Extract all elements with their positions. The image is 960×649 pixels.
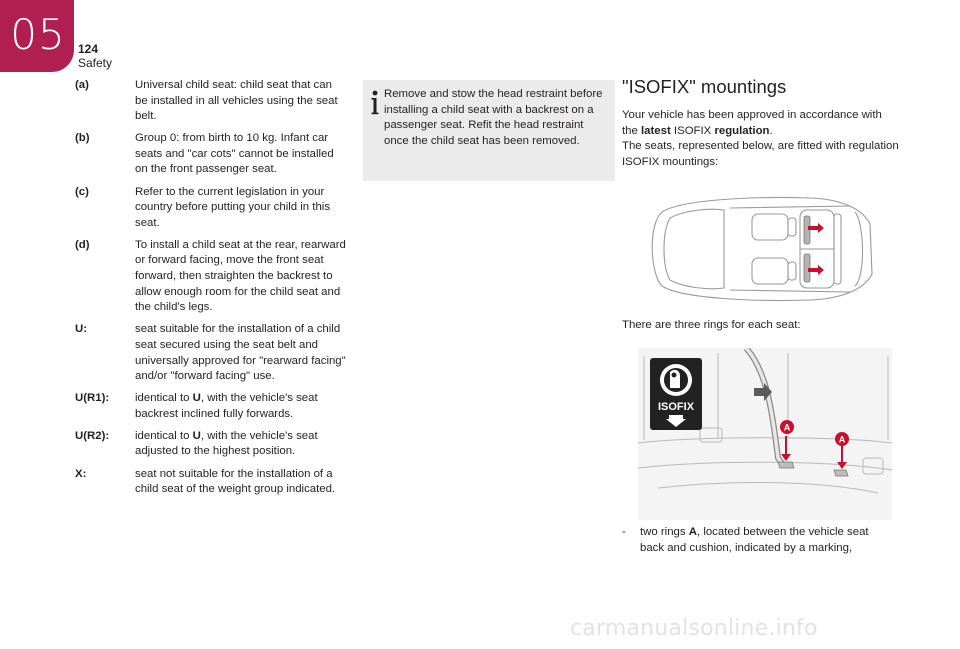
definition-text-part: , with the vehicle's seat backrest inclined fully forwards. (135, 392, 318, 420)
definition-key: U(R1): (75, 392, 110, 405)
definition-key: X: (75, 467, 87, 480)
definition-key: (d) (75, 238, 90, 251)
ring-marker-a: A (783, 422, 791, 433)
info-text: Remove and stow the head restraint before installing a child seat with a backrest on a passenger seat. Refit the head restraint once the child seat has been removed. (384, 88, 603, 147)
text-part: Your vehicle has been approved in accordance with the (622, 109, 882, 137)
definition-text-bold: U (192, 392, 201, 405)
isofix-section (622, 76, 900, 170)
seats-paragraph: The seats, represented below, are fitted with regulation ISOFIX mountings: (622, 140, 899, 168)
text-part: ISOFIX (670, 124, 715, 137)
text-bold: A (688, 526, 697, 538)
definition-text: seat not suitable for the installation of a child seat of the weight group indicated. (135, 467, 336, 496)
definition-item (75, 391, 347, 422)
watermark: carmanualsonline.info (570, 616, 818, 641)
section-title: Safety (78, 56, 113, 70)
rings-bullet (622, 525, 882, 556)
ring-marker-a: A (838, 434, 846, 445)
page-number: 124 (78, 42, 99, 56)
definition-key: (a) (75, 79, 89, 91)
chapter-number: 05 (10, 10, 66, 59)
text-bold: latest (641, 124, 671, 137)
approval-paragraph (622, 108, 900, 139)
info-icon (369, 90, 381, 116)
definition-item (75, 322, 347, 384)
definition-text (135, 429, 347, 460)
definition-item (75, 78, 347, 125)
definition-text: To install a child seat at the rear, rearward or forward facing, move the front seat forward, then straighten the backrest to allow enough room for the child seat and the child's legs. (135, 238, 346, 314)
text-bold: regulation (714, 124, 770, 137)
section-heading: "ISOFIX" mountings (622, 76, 787, 97)
info-box (363, 80, 615, 181)
definition-text: seat suitable for the installation of a child seat secured using the seat belt and universally approved for "rearward facing" and/or "forward facing" use. (135, 323, 346, 383)
definition-text: Refer to the current legislation in your country before putting your child in this seat. (135, 185, 331, 229)
text-part: , located between the vehicle seat back and cushion, indicated by a marking, (640, 526, 869, 554)
definition-item (75, 429, 347, 460)
bullet-text (640, 525, 882, 556)
text-part: two rings (640, 526, 689, 538)
chapter-tab (0, 0, 74, 72)
definition-key: (c) (75, 185, 89, 198)
definition-key: (b) (75, 132, 90, 145)
definition-text: Universal child seat: child seat that can be installed in all vehicles using the seat belt. (135, 79, 338, 123)
definition-text (135, 391, 347, 422)
definition-text-bold: U (192, 429, 201, 442)
definition-item (75, 131, 347, 178)
bullet-dash: - (622, 526, 626, 538)
text-part: . (769, 124, 773, 137)
car-top-view-illustration (640, 192, 876, 306)
definition-text-part: , with the vehicle's seat adjusted to the highest position. (135, 429, 318, 458)
definition-text: Group 0: from birth to 10 kg. Infant car seats and "car cots" cannot be installed on the front passenger seat. (135, 132, 334, 176)
definition-text-part: identical to (135, 429, 193, 442)
definition-item (75, 185, 347, 232)
definition-key: U(R2): (75, 429, 110, 442)
definition-text-part: identical to (135, 392, 193, 405)
definition-key: U: (75, 323, 88, 336)
definitions-list (75, 78, 347, 504)
isofix-seat-illustration (638, 348, 892, 520)
definition-item (75, 467, 347, 498)
definition-item (75, 238, 347, 316)
rings-intro: There are three rings for each seat: (622, 319, 801, 331)
isofix-badge-label: ISOFIX (657, 401, 695, 413)
